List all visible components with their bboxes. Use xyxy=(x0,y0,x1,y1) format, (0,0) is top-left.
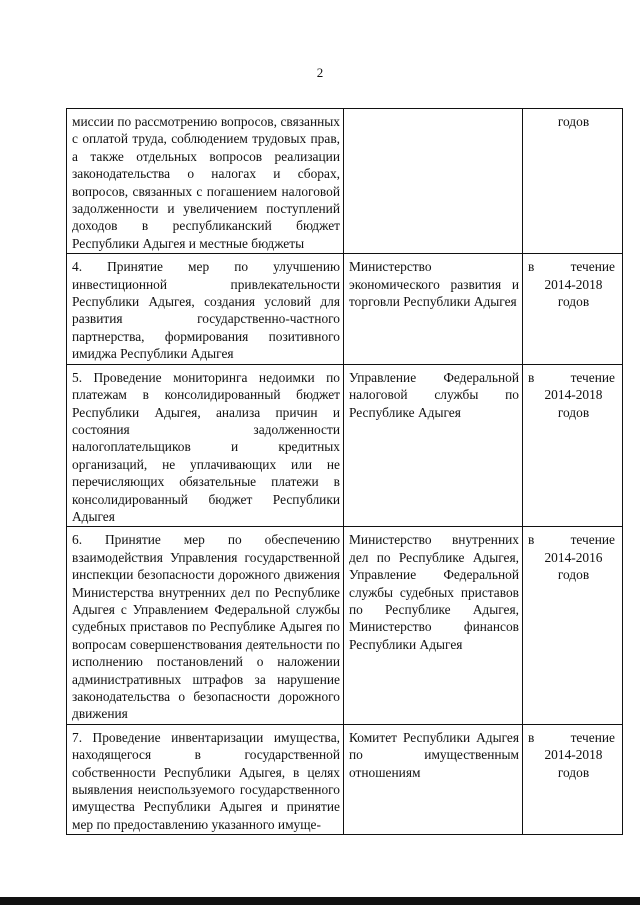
table-row xyxy=(67,364,623,527)
action-text: 7. Проведение инвентаризации имущества, находящегося в государственной собственности Республики Адыгея, в целях выявления неиспользуемого государственного имущества Республики Адыгея и принятие мер по предоставлению указанного имуще- xyxy=(72,729,340,832)
table-row xyxy=(67,109,623,254)
term-cell xyxy=(523,527,623,724)
term-lead: в течение xyxy=(528,729,615,745)
action-cell xyxy=(67,254,344,364)
term-lead: в течение xyxy=(528,369,615,385)
action-cell xyxy=(67,109,344,254)
executor-cell xyxy=(344,724,523,834)
term-years: 2014-2018 xyxy=(544,747,603,763)
action-text: 4. Принятие мер по улучшению инвестиционной привлекательности Республики Адыгея, создания условий для развития государственно-частного партнерства, формирования позитивного имиджа Республики Адыгея xyxy=(72,259,340,362)
term-lead: в течение xyxy=(528,259,615,275)
table-row xyxy=(67,254,623,364)
executor-text: Министерство внутренних дел по Республике Адыгея, Управление Федеральной службы судебных приставов по Республике Адыгея, Министерство финансов Республики Адыгея xyxy=(349,532,519,652)
executor-cell xyxy=(344,109,523,254)
action-text: 6. Принятие мер по обеспечению взаимодействия Управления государственной инспекции безопасности дорожного движения Министерства внутренних дел по Республике Адыгея с Управлением Федеральной службы судебных приставов по Республике Адыгея по вопросам совершенствования деятельности по исполнению постановлений о наложении административных штрафов за нарушение законодательства о безопасности дорожного движения xyxy=(72,532,340,722)
action-text: 5. Проведение мониторинга недоимки по платежам в консолидированный бюджет Республики Адыгея, анализа причин и состояния задолженности налогоплательщиков и кредитных организаций, не уплачивающих или не перечисляющих обязательные платежи в консолидированный бюджет Республики Адыгея xyxy=(72,369,340,524)
term-tail: годов xyxy=(557,764,590,780)
table-row xyxy=(67,527,623,724)
executor-cell xyxy=(344,527,523,724)
executor-text: Министерство экономического развития и торговли Республики Адыгея xyxy=(349,259,519,310)
term-tail: годов xyxy=(557,567,590,583)
term-years: 2014-2016 xyxy=(544,549,603,565)
action-cell xyxy=(67,527,344,724)
measures-table xyxy=(66,108,623,835)
term-cell xyxy=(523,109,623,254)
action-cell xyxy=(67,724,344,834)
scan-bottom-edge xyxy=(0,897,640,905)
term-cell xyxy=(523,364,623,527)
term-cell xyxy=(523,254,623,364)
executor-cell xyxy=(344,364,523,527)
term-tail: годов xyxy=(557,294,590,310)
executor-text: Управление Федеральной налоговой службы по Республике Адыгея xyxy=(349,369,519,420)
action-cell xyxy=(67,364,344,527)
executor-text: Комитет Республики Адыгея по имущественным отношениям xyxy=(349,729,519,780)
term-years: 2014-2018 xyxy=(544,387,603,403)
term-lead: в течение xyxy=(528,532,615,548)
term-years: 2014-2018 xyxy=(544,276,603,292)
term-tail: годов xyxy=(557,404,590,420)
table-row xyxy=(67,724,623,834)
term-tail: годов xyxy=(557,114,590,129)
page-number: 2 xyxy=(316,65,324,80)
action-text: миссии по рассмотрению вопросов, связанных с оплатой труда, соблюдением трудовых прав, а также отдельных вопросов реализации законодательства о налогах и сборах, вопросов, связанных с погашением налоговой задолженности и увеличением поступлений доходов в республиканский бюджет Республики Адыгея и местные бюджеты xyxy=(72,114,340,251)
term-cell xyxy=(523,724,623,834)
executor-cell xyxy=(344,254,523,364)
